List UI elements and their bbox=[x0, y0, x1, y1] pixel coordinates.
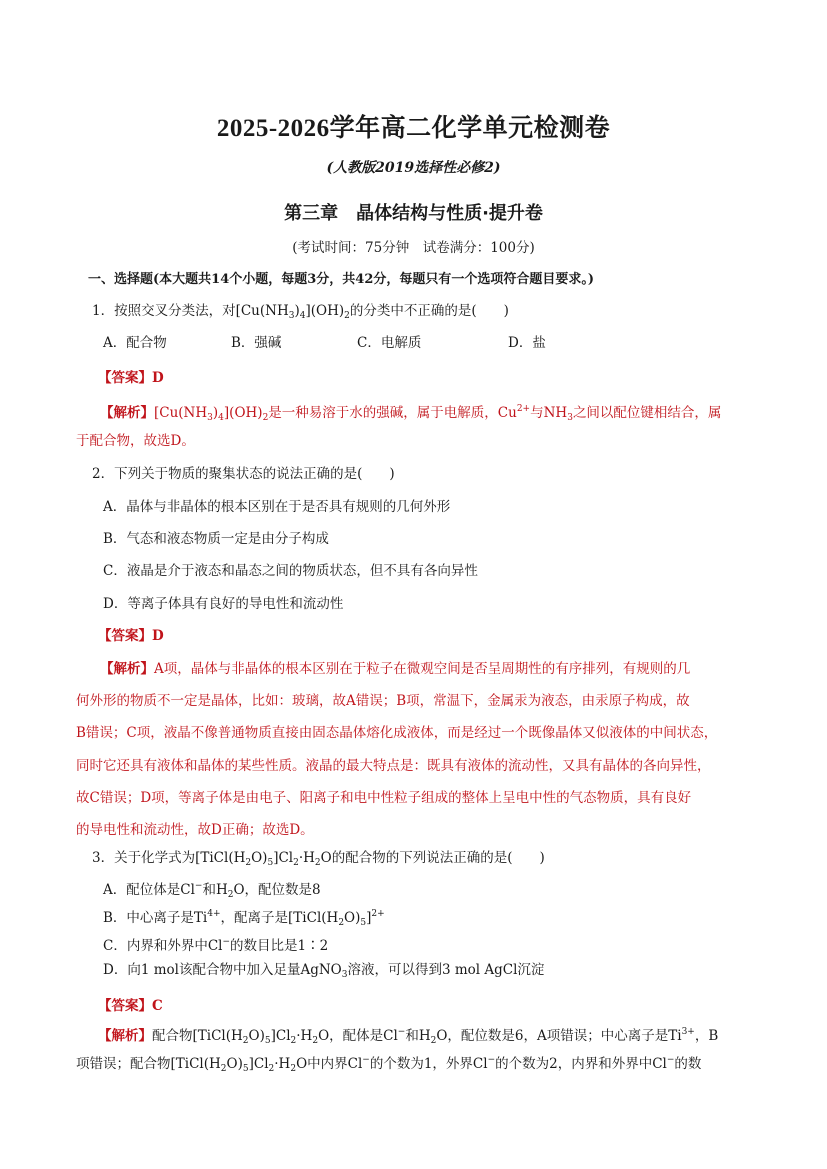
option-d: D．等离子体具有良好的导电性和流动性 bbox=[103, 596, 344, 612]
question-2-explanation-cont: 何外形的物质不一定是晶体，比如：玻璃，故A错误；B项，常温下，金属汞为液态，由汞原子构成，故 bbox=[76, 693, 690, 709]
section-heading: 一、选择题(本大题共14个小题，每题3分，共42分，每题只有一个选项符合题目要求。) bbox=[88, 272, 595, 287]
question-1-answer: 【答案】D bbox=[98, 370, 164, 386]
page-title: 2025-2026学年高二化学单元检测卷 bbox=[216, 115, 611, 142]
option-b: B．强碱 bbox=[231, 335, 282, 351]
option-b: B．气态和液态物质一定是由分子构成 bbox=[103, 531, 329, 547]
chapter-heading: 第三章 晶体结构与性质·提升卷 bbox=[284, 203, 543, 224]
question-2-stem: 2．下列关于物质的聚集状态的说法正确的是( ) bbox=[92, 466, 395, 482]
option-d: D．盐 bbox=[508, 335, 546, 351]
question-1-explanation-cont: 于配合物，故选D。 bbox=[76, 433, 195, 449]
option-a: A．晶体与非晶体的根本区别在于是否具有规则的几何外形 bbox=[103, 499, 451, 515]
option-c: C．电解质 bbox=[357, 335, 422, 351]
option-d: D．向1 mol该配合物中加入足量AgNO$_3$溶液，可以得到3 mol AgCl沉淀 bbox=[103, 962, 545, 980]
question-2-explanation: 【解析】A项，晶体与非晶体的根本区别在于粒子在微观空间是否呈周期性的有序排列，有规则的几 bbox=[100, 661, 691, 677]
question-3-answer: 【答案】C bbox=[98, 998, 163, 1014]
option-a: A．配合物 bbox=[103, 335, 167, 351]
question-2-explanation-cont: 同时它还具有液体和晶体的某些性质。液晶的最大特点是：既具有液体的流动性，又具有晶体的各向异性， bbox=[76, 758, 711, 774]
question-2-explanation-cont: 故C错误；D项，等离子体是由电子、阳离子和电中性粒子组成的整体上呈电中性的气态物质，具有良好 bbox=[76, 790, 692, 806]
edition-subtitle: (人教版2019选择性必修2) bbox=[326, 160, 501, 176]
question-2-explanation-cont: 的导电性和流动性，故D正确；故选D。 bbox=[76, 822, 314, 838]
option-c: C．液晶是介于液态和晶态之间的物质状态，但不具有各向异性 bbox=[103, 563, 478, 579]
option-a: A．配位体是Cl−和$H_2O$，配位数是8 bbox=[103, 881, 321, 900]
question-3-explanation-cont: 项错误；配合物$[TiCl(H_2O)_5]Cl_2\cdot H_2O$中内界Cl−的个数为1，外界Cl−的个数为2，内界和外界中Cl−的数 bbox=[76, 1055, 702, 1074]
option-c: C．内界和外界中Cl−的数目比是1∶2 bbox=[103, 937, 329, 954]
question-1-explanation: 【解析】$[Cu(NH_3)_4](OH)_2$是一种易溶于水的强碱，属于电解质，$Cu^{2+}$与$NH_3$之间以配位键相结合，属 bbox=[100, 404, 722, 423]
question-2-answer: 【答案】D bbox=[98, 628, 164, 644]
question-3-stem: 3．关于化学式为$[TiCl(H_2O)_5]Cl_2\cdot H_2O$的配合物的下列说法正确的是( ) bbox=[92, 850, 545, 868]
option-b: B．中心离子是$Ti^{4+}$，配离子是$[TiCl(H_2O)_5]^{2+}$ bbox=[103, 909, 385, 928]
question-3-explanation: 【解析】配合物$[TiCl(H_2O)_5]Cl_2\cdot H_2O$，配体是Cl−和$H_2O$，配位数是6，A项错误；中心离子是$Ti^{3+}$，B bbox=[98, 1027, 719, 1046]
question-2-explanation-cont: B错误；C项，液晶不像普通物质直接由固态晶体熔化成液体，而是经过一个既像晶体又似液体的中间状态， bbox=[76, 725, 718, 741]
exam-info: (考试时间：75分钟 试卷满分：100分) bbox=[292, 240, 535, 256]
question-1-stem: 1．按照交叉分类法，对$[Cu(NH_3)_4](OH)_2$的分类中不正确的是( ) bbox=[92, 303, 509, 321]
